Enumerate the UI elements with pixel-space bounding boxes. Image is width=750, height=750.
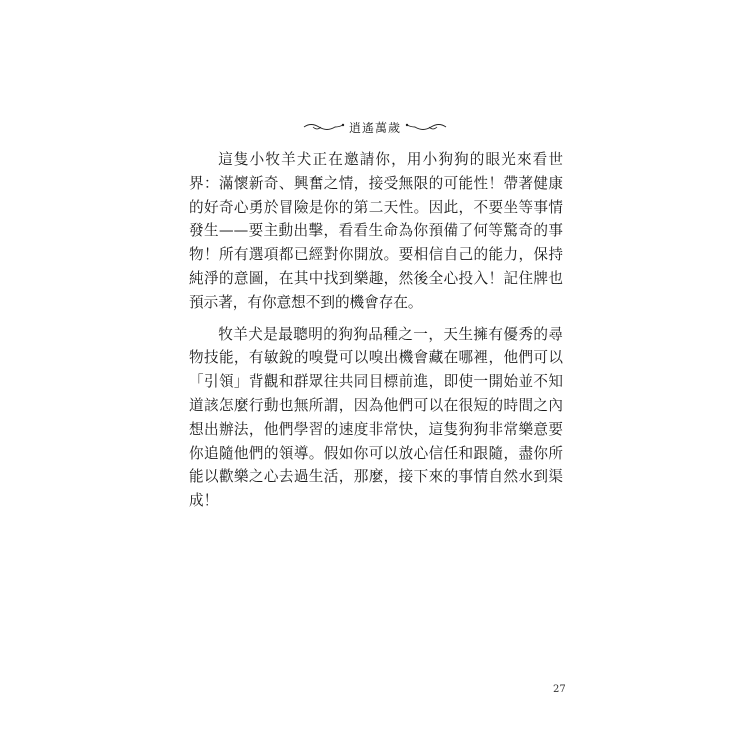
paragraph-1: 這隻小牧羊犬正在邀請你，用小狗狗的眼光來看世界：滿懷新奇、興奮之情，接受無限的可能性！帶著健康的好奇心勇於冒險是你的第二天性。因此，不要坐等事情發生——要主動出擊，看看生命為你預備了何等驚奇的事物！所有選項都已經對你開放。要相信自己的能力，保持純淨的意圖，在其中找到樂趣，然後全心投入！記住牌也預示著，有你意想不到的機會存在。 [189, 151, 563, 311]
paragraph-2: 牧羊犬是最聰明的狗狗品種之一，天生擁有優秀的尋物技能，有敏銳的嗅覺可以嗅出機會藏在哪裡，他們可以「引領」背觀和群眾往共同目標前進，即使一開始並不知道該怎麼行動也無所謂，因為他們可以在很短的時間之內想出辦法，他們學習的速度非常快，這隻狗狗非常樂意要你追隨他們的領導。假如你可以放心信任和跟隨，盡你所能以歡樂之心去過生活，那麼，接下來的事情自然水到渠成！ [189, 325, 563, 510]
left-flourish-ornament [303, 120, 345, 134]
header-title: 逍遙萬歲 [348, 120, 401, 135]
right-flourish-ornament [405, 120, 447, 134]
page-number: 27 [553, 684, 566, 695]
body-text [189, 148, 563, 513]
running-header [300, 116, 450, 138]
